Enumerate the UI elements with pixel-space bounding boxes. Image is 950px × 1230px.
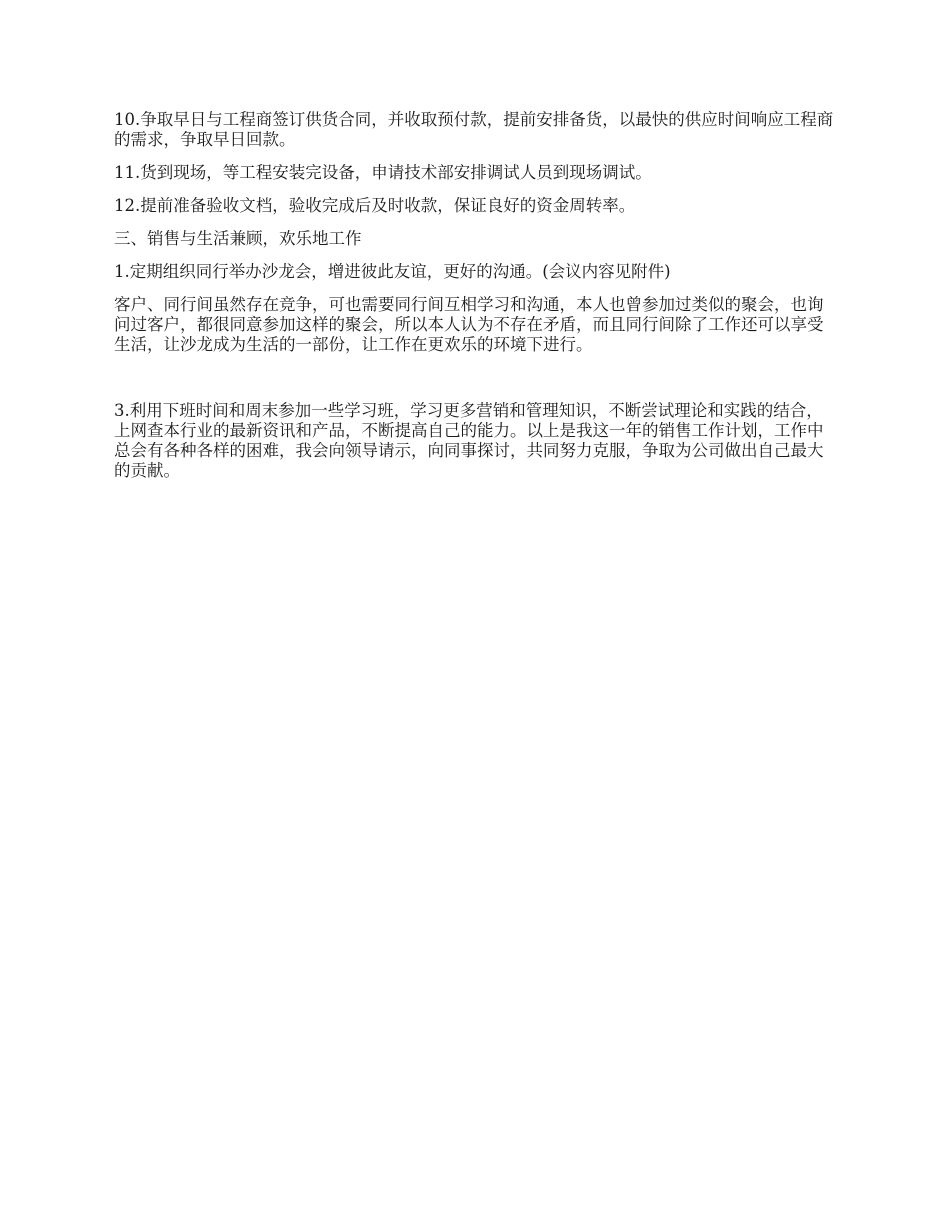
paragraph-item-3: 3.利用下班时间和周末参加一些学习班，学习更多营销和管理知识，不断尝试理论和实践的结合，上网查本行业的最新资讯和产品，不断提高自己的能力。以上是我这一年的销售工作计划，工作中总会有各种各样的困难，我会向领导请示，向同事探讨，共同努力克服，争取为公司做出自己最大的贡献。 bbox=[114, 401, 824, 480]
paragraph-item-12: 12.提前准备验收文档，验收完成后及时收款，保证良好的资金周转率。 bbox=[114, 196, 636, 215]
blank-gap bbox=[114, 368, 836, 401]
paragraph-item-10: 10.争取早日与工程商签订供货合同，并收取预付款，提前安排备货，以最快的供应时间响应工程商的需求，争取早日回款。 bbox=[114, 110, 834, 149]
section-heading: 三、销售与生活兼顾，欢乐地工作 bbox=[114, 229, 362, 248]
paragraph-item-11: 11.货到现场，等工程安装完设备，申请技术部安排调试人员到现场调试。 bbox=[114, 163, 652, 182]
document-body bbox=[114, 110, 836, 494]
paragraph-item-1: 1.定期组织同行举办沙龙会，增进彼此友谊，更好的沟通。(会议内容见附件) bbox=[114, 262, 671, 281]
paragraph-body: 客户、同行间虽然存在竞争，可也需要同行间互相学习和沟通，本人也曾参加过类似的聚会，也询问过客户，都很同意参加这样的聚会，所以本人认为不存在矛盾，而且同行间除了工作还可以享受生活，让沙龙成为生活的一部份，让工作在更欢乐的环境下进行。 bbox=[114, 295, 824, 354]
